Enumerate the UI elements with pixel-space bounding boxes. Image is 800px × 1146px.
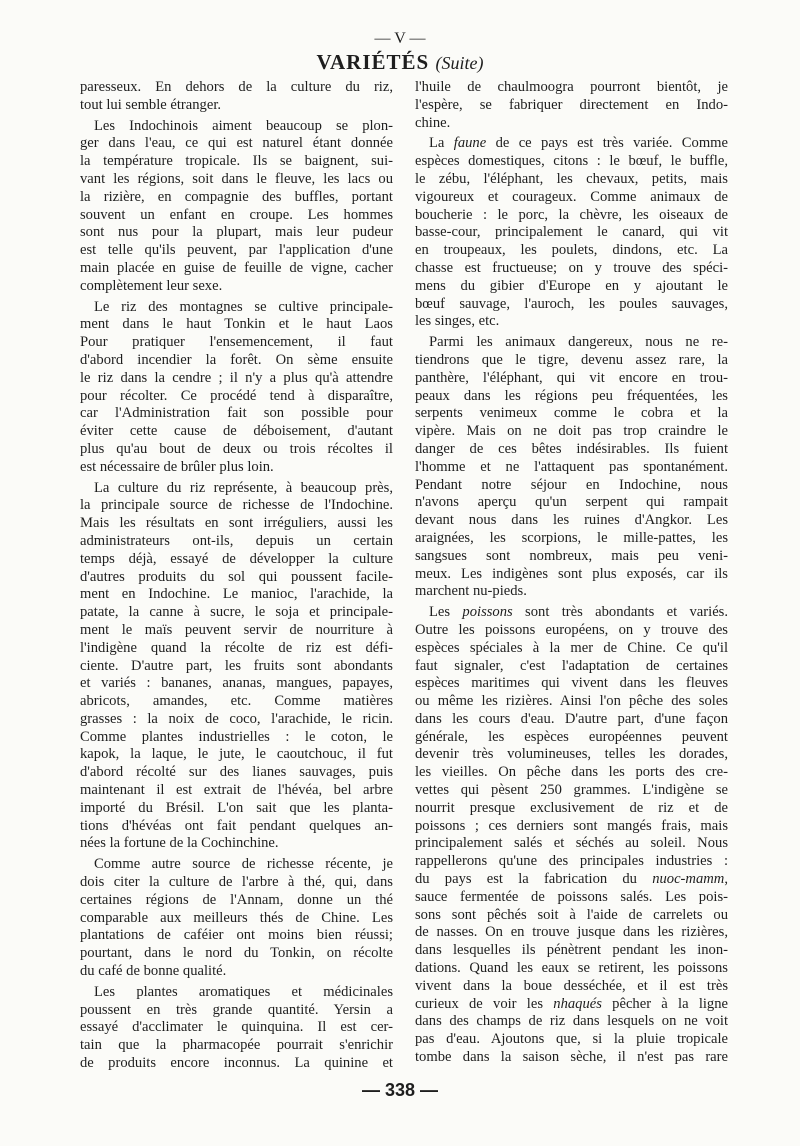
text-line: essayé d'acclimater le quinquina. Il est cer- (80, 1019, 393, 1036)
paragraph (80, 480, 393, 854)
text-line: l'huile de chaulmoogra pourront bientôt, je (415, 79, 728, 95)
text-line: araignées, les scorpions, le mille-pattes, les (415, 529, 728, 546)
text-line (415, 604, 728, 622)
text-line: poussent en très grande quantité. Yersin a (80, 1001, 393, 1018)
text-line: La culture du riz représente, à beaucoup près, (94, 479, 393, 496)
text-line: maintenant il est extrait de l'hévéa, bel arbre (80, 782, 393, 799)
text-line: de produits encore inconnus. La quinine et (80, 1055, 393, 1072)
text-line: Comme autre source de richesse récente, je (94, 856, 393, 873)
text-line: Outre les poissons européens, on y trouve des (415, 621, 728, 638)
text-line: ment en Indochine. Le manioc, l'arachide, la (80, 586, 393, 603)
text-line: vipère. Mais on ne doit pas trop craindre le (415, 423, 728, 440)
text-line: dans lesquelles ils pénètrent pendant les inon- (415, 942, 728, 959)
text-segment: Les (429, 604, 463, 621)
text-line: poissons ; ces derniers sont mangés frais, mais (415, 817, 728, 834)
text-line: espèces spéciales à la mer de Chine. Ce qu'il (415, 639, 728, 656)
text-line: Pour pratiquer l'ensemencement, il faut (80, 334, 393, 351)
text-segment: pêcher à la ligne (601, 995, 728, 1012)
text-line: n'avons aperçu qu'un serpent qui rampait (415, 494, 728, 511)
italic-term: poissons (462, 604, 513, 621)
text-line: boucherie : le porc, la chèvre, les oiseaux de (415, 206, 728, 223)
text-line: principalement salés et séchés au soleil. Nous (415, 835, 728, 852)
text-segment: sont très abondants et variés. (512, 604, 728, 621)
text-line: plus qu'au bout de deux ou trois récoltes il (80, 440, 393, 457)
text-line: tombe dans la saison sèche, il n'est pas rare (415, 1049, 728, 1066)
text-line: vivent dans la boue desséchée, et il est très (415, 977, 728, 994)
text-line: Le riz des montagnes se cultive principale- (94, 298, 393, 315)
text-line: souvent un enfant en croupe. Les hommes (80, 206, 393, 223)
text-line: dans les cours d'eau. D'autre part, d'une façon (415, 710, 728, 727)
text-line: tiendrons que le tigre, devenu assez rare, la (415, 351, 728, 368)
text-line: serpents venimeux comme le cobra et la (415, 405, 728, 422)
text-segment: de ce pays est très variée. Comme (486, 135, 728, 152)
text-line: vettes qui pèsent 250 grammes. L'indigène se (415, 782, 728, 799)
paragraph (415, 135, 728, 331)
text-line: ou même les rizières. Ainsi l'on pêche des soles (415, 693, 728, 710)
text-line: marchent nu-pieds. (415, 583, 527, 600)
text-column-left (80, 79, 393, 1076)
text-line: sangsues sont nombreux, mais peu veni- (415, 547, 728, 564)
text-line: Les plantes aromatiques et médicinales (94, 983, 393, 1000)
text-segment: curieux de voir les (415, 995, 554, 1012)
text-line: éviter cette cause de déboisement, d'autant (80, 423, 393, 440)
text-line: temps déjà, essayé de développer la culture (80, 550, 393, 567)
text-line: le zébu, l'éléphant, les chevaux, petits, mais (415, 170, 728, 187)
text-line: complètement leur sexe. (80, 277, 223, 294)
text-line: pour récolter. Ce procédé tend à disparaître, (80, 387, 393, 404)
text-line: la rizière, en compagnie des buffles, portant (80, 188, 393, 205)
section-folio: — V — (374, 30, 426, 47)
text-line: et variés : bananes, ananas, mangues, papayes, (80, 675, 393, 692)
text-line: tout lui semble étranger. (80, 96, 222, 113)
text-line: de nasses. On en trouve jusque dans les rizières, (415, 924, 728, 941)
text-line: l'homme et ne l'attaquent pas spontanément. (415, 458, 728, 475)
text-segment: du pays est la fabrication du (415, 871, 653, 888)
text-line: dois citer la culture de l'arbre à thé, qui, dans (80, 874, 393, 891)
text-line: est telle qu'ils peuvent, par l'application d'une (80, 242, 393, 259)
text-line: la température tropicale. Ils se baignent, sui- (80, 153, 393, 170)
text-line: ment dans le haut Tonkin et le haut Laos (80, 316, 393, 333)
page-title (0, 50, 800, 75)
text-line: panthère, l'éléphant, qui vit encore en trou- (415, 369, 728, 386)
text-line: pourtant, dans le nord du Tonkin, on récolte (80, 945, 393, 962)
text-line: chine. (415, 114, 451, 131)
text-line: rappellerons qu'une des principales industries : (415, 853, 728, 870)
text-line: l'indigène quand la récolte de riz est défi- (80, 639, 393, 656)
paragraph (80, 118, 393, 296)
text-line: chasse est fructueuse; on y trouve des spéci- (415, 259, 728, 276)
text-line: patate, la canne à sucre, le soja et principale- (80, 604, 393, 621)
text-line: main placée en guise de feuille de vigne, cacher (80, 259, 393, 276)
paragraph (415, 604, 728, 1067)
text-line: les singes, etc. (415, 313, 500, 330)
text-line: le riz dans la cendre ; il n'y a plus qu'à attendre (80, 369, 393, 386)
text-line: espèces maritimes qui vivent dans les fleuves (415, 675, 728, 692)
text-line: sauce fermentée de poissons salés. Les pois- (415, 888, 728, 905)
text-line: abricots, amandes, etc. Comme matières (80, 693, 393, 710)
text-line: mens du gibier d'Europe en y ajoutant le (415, 277, 728, 294)
paragraph (415, 334, 728, 601)
text-line (415, 135, 728, 153)
text-line: d'abord incendier la forêt. On sème ensuite (80, 351, 393, 368)
text-segment: La (429, 135, 454, 152)
text-line: meux. Les indigènes sont plus exposés, car ils (415, 565, 728, 582)
text-line: Les Indochinois aiment beaucoup se plon- (94, 117, 393, 134)
page-number: — 338 — (361, 1080, 439, 1100)
title-subtitle: (Suite) (435, 53, 484, 73)
text-line: vigoureux et courageux. Comme animaux de (415, 188, 728, 205)
text-line: ciente. D'autre part, les fruits sont abondants (80, 657, 393, 674)
text-line: Mais les résultats en sont irréguliers, aussi les (80, 515, 393, 532)
text-line: du café de bonne qualité. (80, 963, 227, 980)
text-line: peaux dans les régions peu fréquentées, les (415, 387, 728, 404)
text-line: kapok, la laque, le jute, le caoutchouc, il fut (80, 746, 393, 763)
text-line: ger dans l'eau, ce qui est naturel étant donnée (80, 135, 393, 152)
text-line: vant les régions, soit dans le fleuve, les lacs ou (80, 170, 393, 187)
text-line: tain que la pharmacopée pourrait s'enrichir (80, 1037, 393, 1054)
text-line: danger de ces bêtes indésirables. Ils fuient (415, 440, 728, 457)
paragraph (80, 79, 393, 115)
text-line (415, 996, 728, 1014)
text-line: d'autres produits du sol qui poussent facile- (80, 568, 393, 585)
text-line (415, 871, 728, 889)
italic-term: nhaqués (553, 995, 602, 1012)
text-line: devant nous dans les ruines d'Angkor. Les (415, 512, 728, 529)
text-line: ment le maïs peuvent servir de nourriture à (80, 621, 393, 638)
paragraph (80, 984, 393, 1073)
title-text: VARIÉTÉS (316, 50, 430, 74)
text-line: car l'Administration fait son possible pour (80, 405, 393, 422)
paragraph (80, 299, 393, 477)
paragraph (415, 79, 728, 132)
text-line: paresseux. En dehors de la culture du riz, (80, 79, 393, 95)
text-line: pas d'eau. Ajoutons que, si la pluie tropicale (415, 1031, 728, 1048)
italic-term: faune (453, 135, 487, 152)
text-segment: , (724, 871, 728, 888)
text-line: bœuf sauvage, l'auroch, les poules sauvages, (415, 295, 728, 312)
text-line: sons sont pêchés soit à l'aide de carrelets ou (415, 906, 728, 923)
text-line: devenir très volumineuses, telles les dorades, (415, 746, 728, 763)
text-line: les vieilles. On pêche dans les ports des cre- (415, 764, 728, 781)
text-line: nées la fortune de la Cochinchine. (80, 835, 279, 852)
text-line: plantations de caféier ont moins bien réussi; (80, 927, 393, 944)
text-line: en troupeaux, les poulets, dindons, etc. La (415, 242, 728, 259)
text-line: espèces domestiques, citons : le bœuf, le buffle, (415, 153, 728, 170)
text-line: nourrit presque exclusivement de riz et de (415, 799, 728, 816)
text-line: la principale source de richesse de l'Indochine. (80, 497, 393, 514)
text-line: grasses : la noix de coco, l'arachide, le ricin. (80, 710, 393, 727)
text-line: Pendant notre séjour en Indochine, nous (415, 476, 728, 493)
text-line: Comme plantes industrielles : le coton, le (80, 728, 393, 745)
text-line: administrateurs ont-ils, depuis un certain (80, 532, 393, 549)
text-line: certaines régions de l'Annam, donne un thé (80, 891, 393, 908)
paragraph (80, 856, 393, 981)
text-line: dans des champs de riz dans lesquels on ne voit (415, 1013, 728, 1030)
text-line: dations. Quand les eaux se retirent, les poissons (415, 960, 728, 977)
text-line: l'espère, se fabriquer directement en Indo- (415, 96, 728, 113)
text-line: d'abord récolté sur des lianes sauvages, puis (80, 764, 393, 781)
text-column-right (415, 79, 728, 1070)
text-line: est nécessaire de brûler plus loin. (80, 458, 274, 475)
italic-term: nuoc-mamm (652, 871, 725, 888)
text-line: Parmi les animaux dangereux, nous ne re- (429, 334, 728, 351)
text-line: tions d'hévéas ont fait pendant quelques an- (80, 817, 393, 834)
text-line: générale, les espèces européennes peuvent (415, 728, 728, 745)
text-line: importé du Brésil. L'on sait que les planta- (80, 799, 393, 816)
text-line: basse-cour, principalement le canard, qui vit (415, 224, 728, 241)
text-line: faut signaler, c'est l'adaptation de certaines (415, 657, 728, 674)
text-line: comparable aux meilleurs thés de Chine. Les (80, 909, 393, 926)
text-line: sont nus pour la plupart, mais leur pudeur (80, 224, 393, 241)
